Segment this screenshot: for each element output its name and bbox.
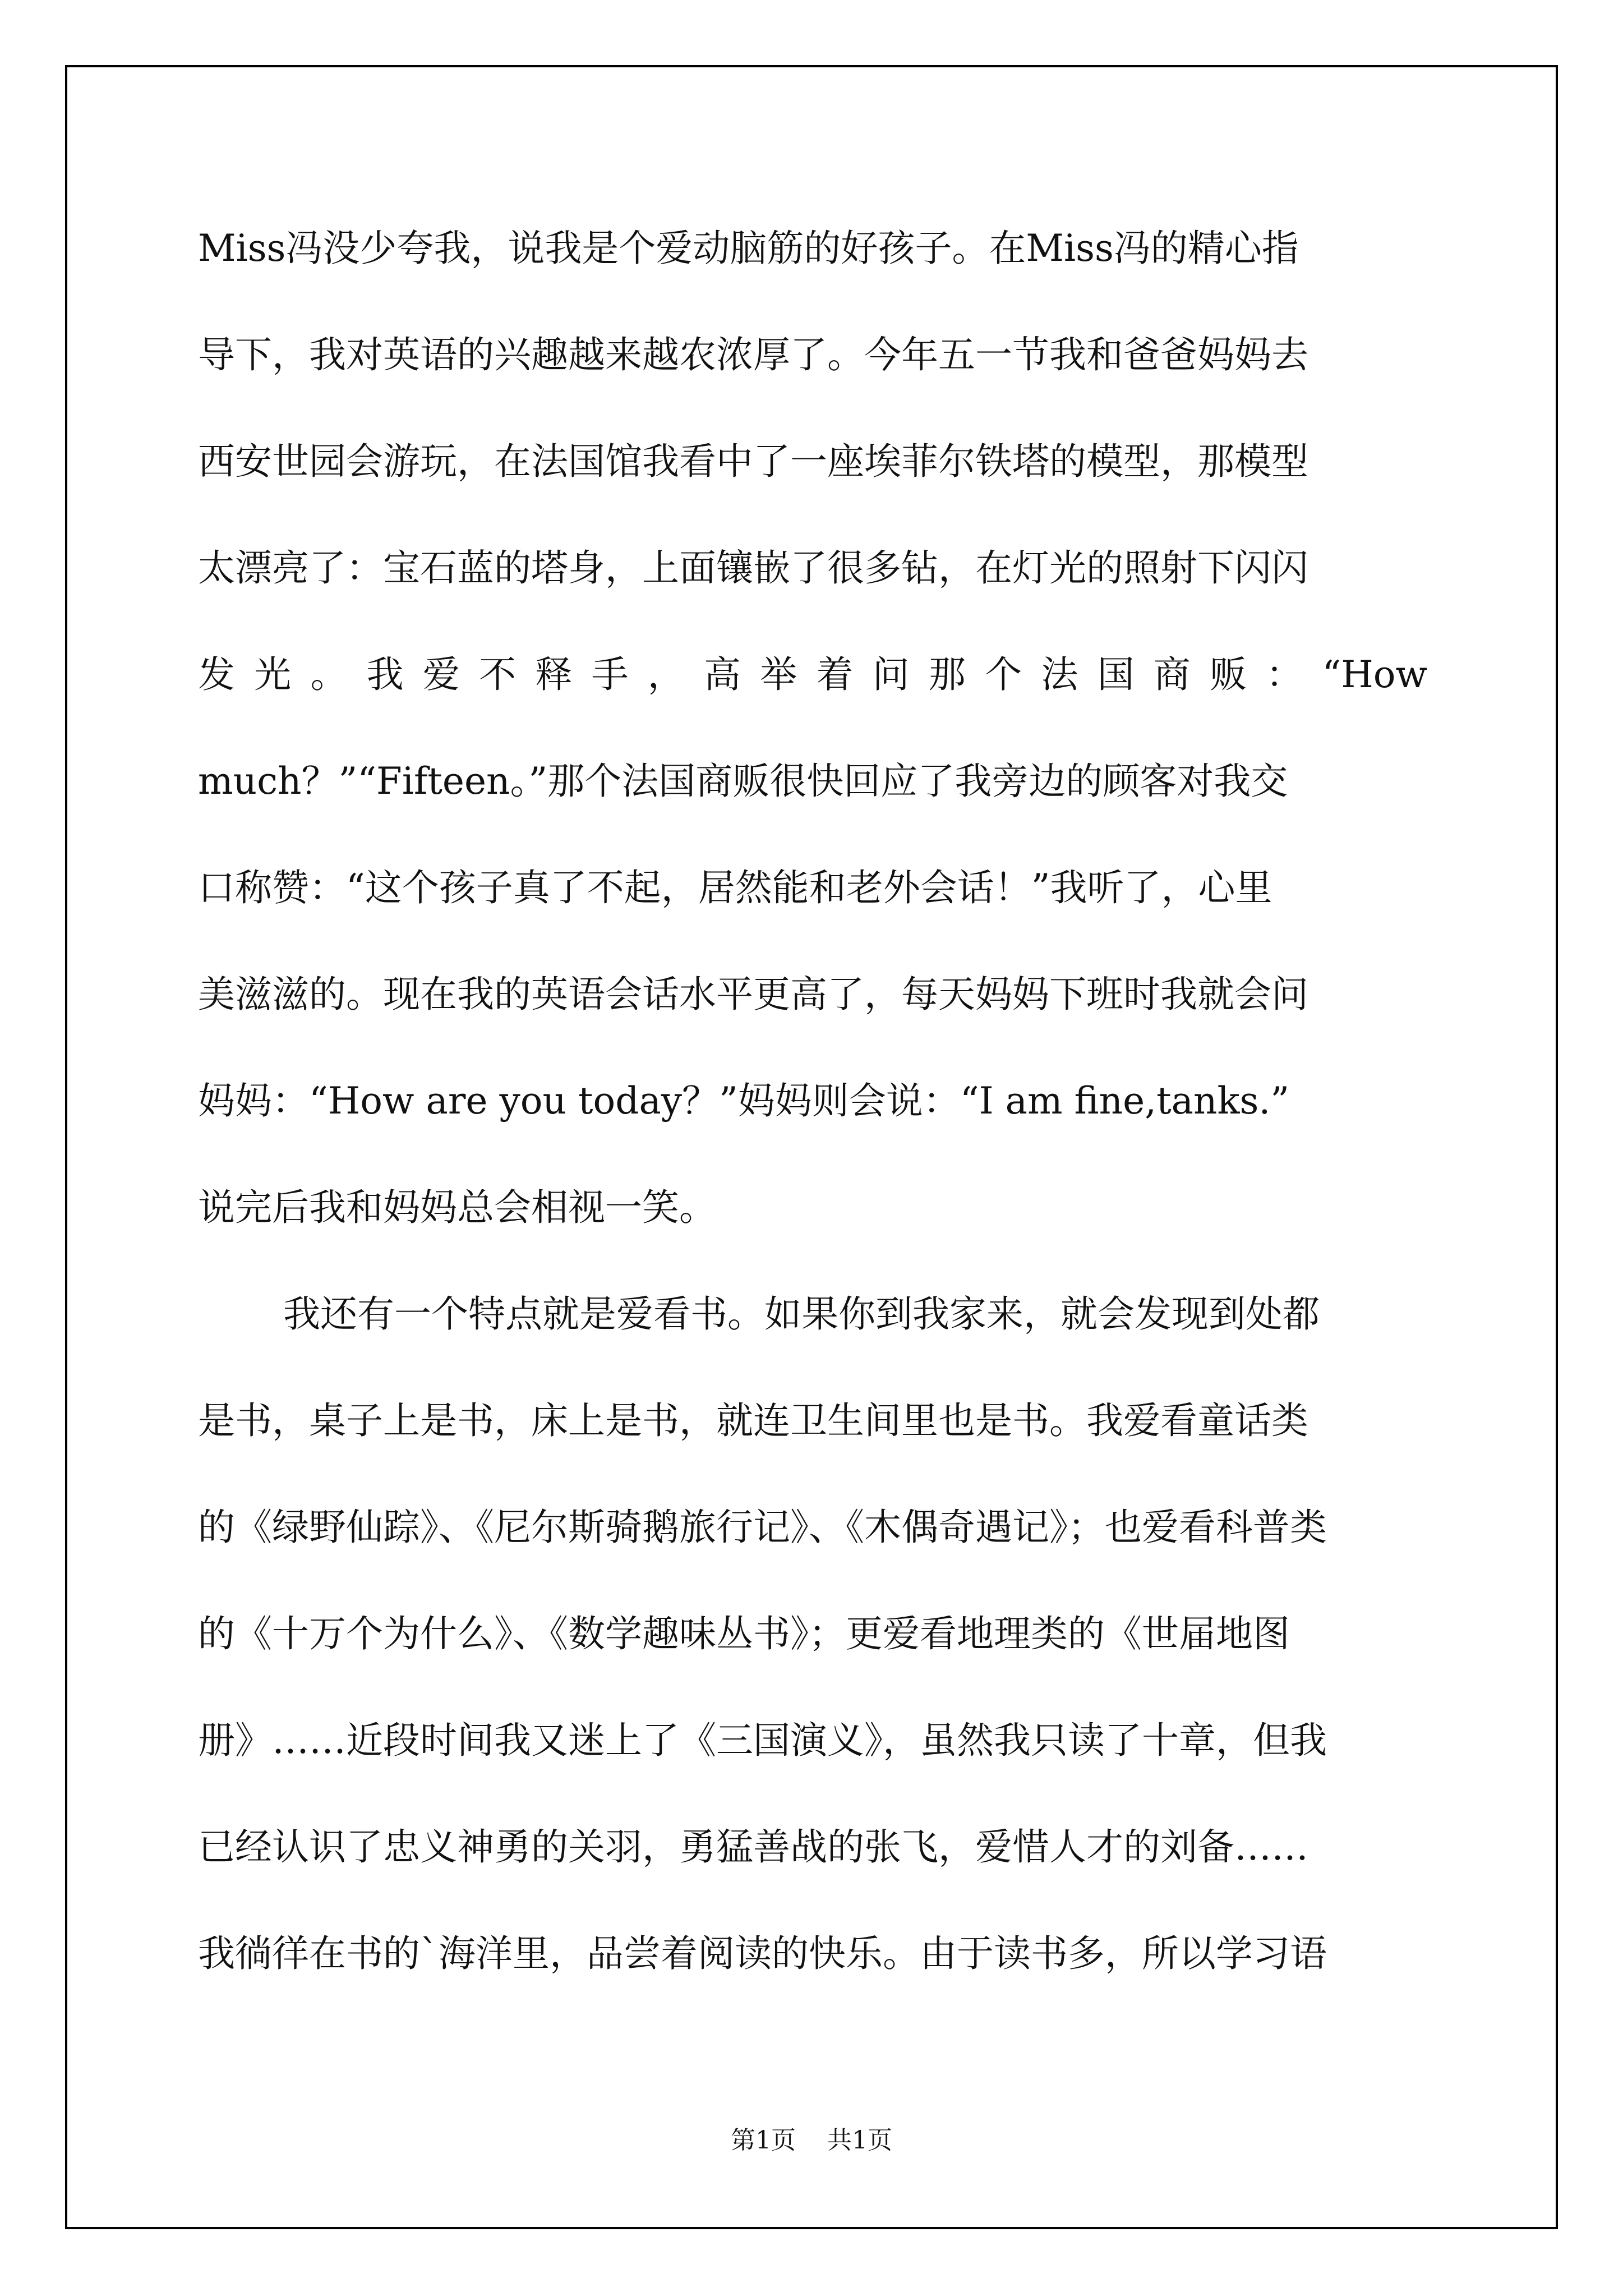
text-line: 我徜徉在书的`海洋里，品尝着阅读的快乐。由于读书多，所以学习语 (198, 1932, 1327, 1975)
text-line: 口称赞：“这个孩子真了不起，居然能和老外会话！”我听了，心里 (198, 866, 1272, 909)
page-footer (0, 2124, 1623, 2157)
text-line: 发光。我爱不释手，高举着问那个法国商贩：“How (198, 653, 1427, 696)
text-line: 说完后我和妈妈总会相视一笑。 (198, 1186, 716, 1229)
page-border (65, 65, 1558, 2229)
text-line: 已经认识了忠义神勇的关羽，勇猛善战的张飞，爱惜人才的刘备…… (198, 1825, 1308, 1869)
text-line: 导下，我对英语的兴趣越来越农浓厚了。今年五一节我和爸爸妈妈去 (198, 333, 1308, 376)
text-line: 妈妈：“How are you today？”妈妈则会说：“I am fine,tanks.” (198, 1079, 1290, 1122)
text-line: 的《绿野仙踪》、《尼尔斯骑鹅旅行记》、《木偶奇遇记》；也爱看科普类 (198, 1506, 1327, 1549)
text-line: 太漂亮了：宝石蓝的塔身，上面镶嵌了很多钻，在灯光的照射下闪闪 (198, 546, 1308, 590)
text-line: 的《十万个为什么》、《数学趣味丛书》；更爱看地理类的《世届地图 (198, 1612, 1290, 1655)
text-line: 我还有一个特点就是爱看书。如果你到我家来，就会发现到处都 (283, 1292, 1320, 1336)
text-line: much？”“Fifteen。”那个法国商贩很快回应了我旁边的顾客对我交 (198, 760, 1288, 803)
text-line: 是书，桌子上是书，床上是书，就连卫生间里也是书。我爱看童话类 (198, 1399, 1308, 1442)
page-number: 第1页 (731, 2126, 796, 2155)
text-line: Miss冯没少夸我，说我是个爱动脑筋的好孩子。在Miss冯的精心指 (198, 227, 1299, 270)
text-line: 册》……近段时间我又迷上了《三国演义》，虽然我只读了十章，但我 (198, 1719, 1327, 1762)
text-line: 美滋滋的。现在我的英语会话水平更高了，每天妈妈下班时我就会问 (198, 973, 1308, 1016)
page-total: 共1页 (827, 2126, 892, 2155)
text-line: 西安世园会游玩，在法国馆我看中了一座埃菲尔铁塔的模型，那模型 (198, 440, 1308, 483)
